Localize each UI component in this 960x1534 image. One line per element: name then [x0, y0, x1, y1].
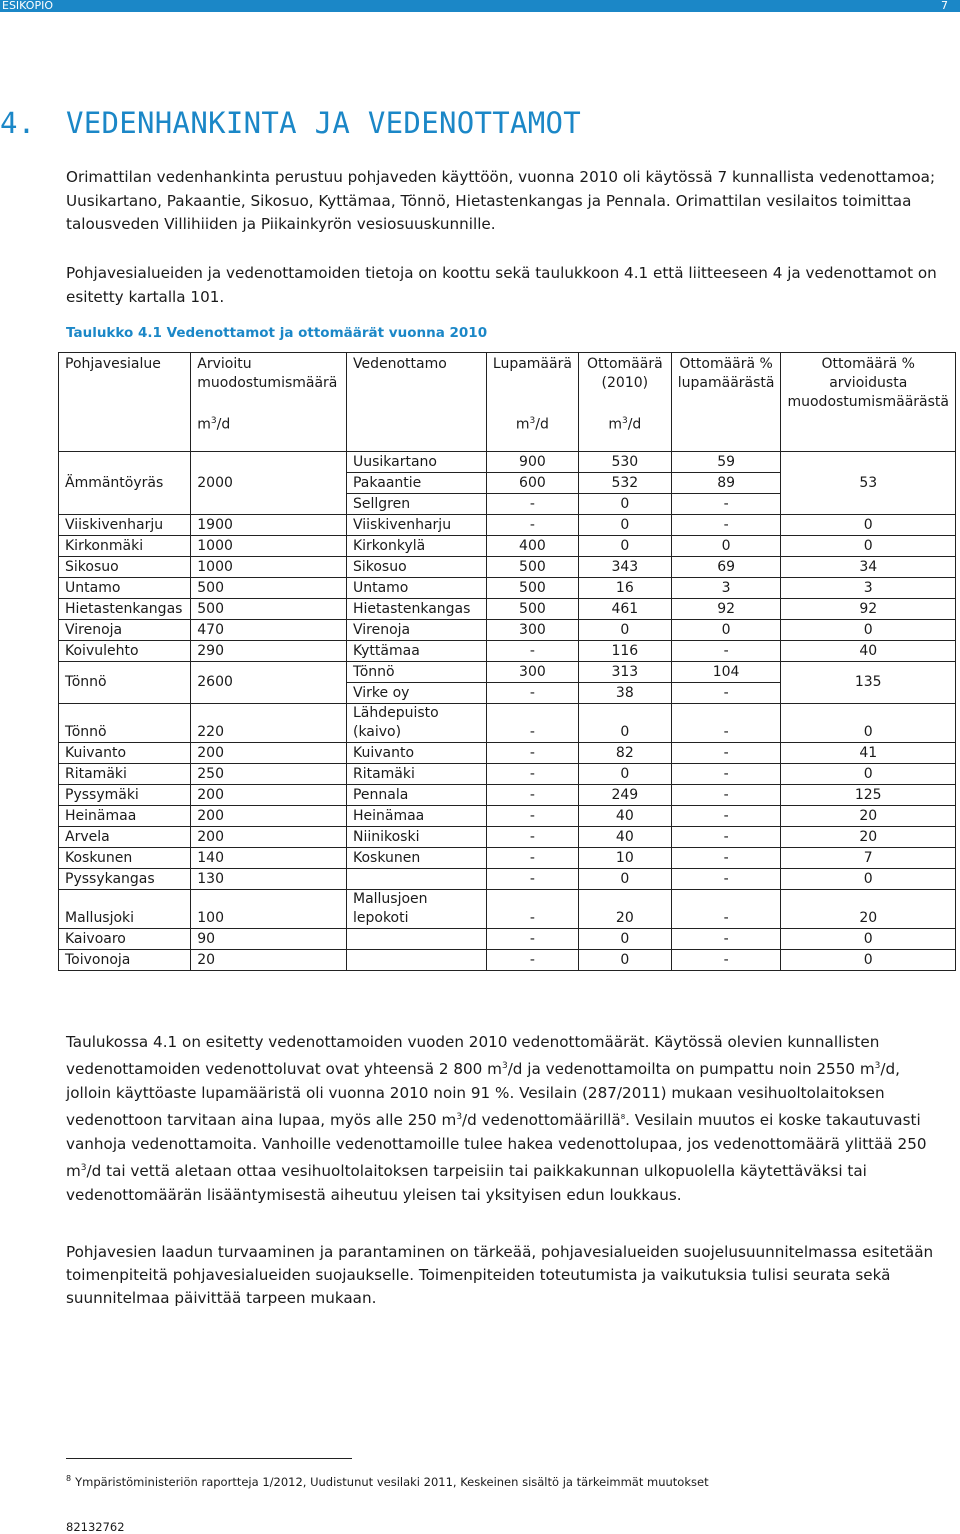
- cell-withdrawal: 40: [578, 806, 671, 827]
- table-header-row: [59, 353, 956, 452]
- cell-withdrawal: 20: [578, 890, 671, 929]
- cell-pct-permit: -: [671, 704, 781, 743]
- cell-pct-permit: -: [671, 641, 781, 662]
- table-rows-b: [59, 704, 956, 971]
- cell-intake: Kuivanto: [346, 743, 486, 764]
- footnote-ref: 8: [620, 1113, 626, 1122]
- cell-pct-permit: -: [671, 683, 781, 704]
- cell-intake: [346, 869, 486, 890]
- cell-withdrawal: 313: [578, 662, 671, 683]
- cell-pct-permit: -: [671, 950, 781, 971]
- cell-formation: 140: [191, 848, 347, 869]
- table-row: [59, 515, 956, 536]
- cell-permit: 500: [486, 557, 578, 578]
- cell-withdrawal: 532: [578, 473, 671, 494]
- cell-pct-formation: 34: [781, 557, 956, 578]
- cell-formation: 500: [191, 599, 347, 620]
- cell-area: Viiskivenharju: [59, 515, 191, 536]
- cell-intake: Sikosuo: [346, 557, 486, 578]
- cell-intake: Heinämaa: [346, 806, 486, 827]
- cell-pct-permit: 89: [671, 473, 781, 494]
- cell-permit: -: [486, 827, 578, 848]
- cell-formation: 250: [191, 764, 347, 785]
- cell-pct-permit: -: [671, 494, 781, 515]
- header-area: Pohjavesialue: [59, 353, 191, 452]
- cell-area: Koivulehto: [59, 641, 191, 662]
- footnote: $^8$ Ympäristöministeriön raportteja 1/2012, Uudistunut vesilaki 2011, Keskeinen sisältö ja tärkeimmät muutokset: [66, 1474, 709, 1489]
- cell-withdrawal: 0: [578, 494, 671, 515]
- table-row: [59, 827, 956, 848]
- table-row: [59, 599, 956, 620]
- cell-area: Mallusjoki: [59, 890, 191, 929]
- draft-label: ESIKOPIO: [2, 0, 53, 12]
- cell-pct-permit: -: [671, 869, 781, 890]
- header-withdrawal: Ottomäärä (2010) $m^3/d$: [578, 353, 671, 452]
- cell-area: Sikosuo: [59, 557, 191, 578]
- table-row: [59, 704, 956, 743]
- cell-formation: 200: [191, 785, 347, 806]
- cell-pct-permit: -: [671, 848, 781, 869]
- cell-area: Pyssymäki: [59, 785, 191, 806]
- cell-area: Ämmäntöyräs: [59, 452, 191, 515]
- cell-permit: 300: [486, 662, 578, 683]
- cell-formation: 500: [191, 578, 347, 599]
- cell-pct-permit: -: [671, 743, 781, 764]
- cell-permit: -: [486, 641, 578, 662]
- cell-formation: 200: [191, 743, 347, 764]
- header-bar: [0, 0, 960, 12]
- cell-pct-permit: 104: [671, 662, 781, 683]
- cell-pct-formation: 0: [781, 764, 956, 785]
- cell-area: Kirkonmäki: [59, 536, 191, 557]
- section-number: 4.: [0, 106, 36, 140]
- cell-pct-permit: -: [671, 890, 781, 929]
- cell-pct-formation: 125: [781, 785, 956, 806]
- cell-formation: 2000: [191, 452, 347, 515]
- header-formation: Arvioitu muodostumismäärä $m^3/d$: [191, 353, 347, 452]
- cell-intake: Viiskivenharju: [346, 515, 486, 536]
- cell-permit: -: [486, 890, 578, 929]
- cell-withdrawal: 0: [578, 704, 671, 743]
- table-row: [59, 869, 956, 890]
- cell-pct-formation: 0: [781, 869, 956, 890]
- cell-area: Arvela: [59, 827, 191, 848]
- table-row: [59, 764, 956, 785]
- header-permit: Lupamäärä $m^3/d$: [486, 353, 578, 452]
- document-code: 82132762: [66, 1520, 125, 1534]
- cell-intake: Pennala: [346, 785, 486, 806]
- cell-formation: 220: [191, 704, 347, 743]
- cell-pct-formation: 0: [781, 704, 956, 743]
- cell-permit: 900: [486, 452, 578, 473]
- cell-intake: Pakaantie: [346, 473, 486, 494]
- cell-pct-permit: -: [671, 929, 781, 950]
- table-row: [59, 806, 956, 827]
- cell-pct-formation: 20: [781, 827, 956, 848]
- cell-intake: Kirkonkylä: [346, 536, 486, 557]
- cell-formation: 1000: [191, 536, 347, 557]
- cell-withdrawal: 16: [578, 578, 671, 599]
- table-row: [59, 950, 956, 971]
- cell-permit: -: [486, 494, 578, 515]
- cell-area: Pyssykangas: [59, 869, 191, 890]
- paragraph-sources: Pohjavesialueiden ja vedenottamoiden tietoja on koottu sekä taulukkoon 4.1 että liitteeseen 4 ja vedenottamot on esitetty kartalla 101.: [66, 264, 937, 306]
- cell-pct-formation: 7: [781, 848, 956, 869]
- table-rows-a: [59, 515, 956, 662]
- cell-permit: -: [486, 743, 578, 764]
- cell-pct-permit: -: [671, 764, 781, 785]
- cell-intake: Uusikartano: [346, 452, 486, 473]
- footnote-divider: [66, 1458, 352, 1459]
- cell-intake: Niinikoski: [346, 827, 486, 848]
- cell-pct-permit: 92: [671, 599, 781, 620]
- table-row: [59, 662, 956, 683]
- cell-pct-formation: 40: [781, 641, 956, 662]
- table-row: [59, 620, 956, 641]
- cell-pct-formation: 20: [781, 890, 956, 929]
- cell-pct-permit: 0: [671, 536, 781, 557]
- cell-intake: Lähdepuisto (kaivo): [346, 704, 486, 743]
- cell-formation: 2600: [191, 662, 347, 704]
- cell-withdrawal: 0: [578, 869, 671, 890]
- cell-pct-formation: 3: [781, 578, 956, 599]
- cell-area: Toivonoja: [59, 950, 191, 971]
- cell-area: Ritamäki: [59, 764, 191, 785]
- cell-area: Kaivoaro: [59, 929, 191, 950]
- cell-withdrawal: 530: [578, 452, 671, 473]
- cell-permit: -: [486, 848, 578, 869]
- table-rows-tonno: [59, 662, 956, 704]
- section-title: VEDENHANKINTA JA VEDENOTTAMOT: [66, 106, 582, 140]
- cell-intake: Ritamäki: [346, 764, 486, 785]
- table-caption: Taulukko 4.1 Vedenottamot ja ottomäärät vuonna 2010: [66, 325, 488, 341]
- cell-pct-formation: 41: [781, 743, 956, 764]
- cell-permit: -: [486, 950, 578, 971]
- cell-area: Untamo: [59, 578, 191, 599]
- cell-intake: Hietastenkangas: [346, 599, 486, 620]
- cell-formation: 1000: [191, 557, 347, 578]
- paragraph-protection: Pohjavesien laadun turvaaminen ja parantaminen on tärkeää, pohjavesialueiden suojelusuunnitelmassa esitetään toimenpiteitä pohjavesialueiden suojaukselle. Toimenpiteiden toteutumista ja vaikutuksia tulisi seurata sekä suunnitelmaa päivittää tarpeen mukaan.: [66, 1243, 934, 1307]
- cell-area: Tönnö: [59, 704, 191, 743]
- cell-formation: 100: [191, 890, 347, 929]
- cell-withdrawal: 249: [578, 785, 671, 806]
- cell-formation: 470: [191, 620, 347, 641]
- cell-withdrawal: 0: [578, 950, 671, 971]
- cell-permit: 500: [486, 578, 578, 599]
- cell-permit: -: [486, 515, 578, 536]
- cell-pct-formation: 20: [781, 806, 956, 827]
- cell-pct-formation: 53: [781, 452, 956, 515]
- cell-pct-formation: 0: [781, 620, 956, 641]
- cell-pct-formation: 0: [781, 536, 956, 557]
- cell-withdrawal: 0: [578, 620, 671, 641]
- cell-withdrawal: 0: [578, 536, 671, 557]
- table-row: [59, 452, 956, 473]
- cell-withdrawal: 38: [578, 683, 671, 704]
- cell-formation: 200: [191, 827, 347, 848]
- cell-withdrawal: 116: [578, 641, 671, 662]
- cell-pct-permit: 69: [671, 557, 781, 578]
- table-row: [59, 848, 956, 869]
- header-intake: Vedenottamo: [346, 353, 486, 452]
- cell-formation: 20: [191, 950, 347, 971]
- table-row: [59, 785, 956, 806]
- cell-pct-permit: -: [671, 515, 781, 536]
- cell-pct-permit: -: [671, 806, 781, 827]
- cell-intake: Kyttämaa: [346, 641, 486, 662]
- cell-permit: -: [486, 806, 578, 827]
- cell-pct-permit: -: [671, 827, 781, 848]
- cell-intake: Untamo: [346, 578, 486, 599]
- intake-table: [58, 352, 956, 971]
- cell-withdrawal: 343: [578, 557, 671, 578]
- cell-area: Kuivanto: [59, 743, 191, 764]
- table-row: [59, 890, 956, 929]
- cell-pct-formation: 135: [781, 662, 956, 704]
- cell-area: Hietastenkangas: [59, 599, 191, 620]
- cell-area: Koskunen: [59, 848, 191, 869]
- cell-permit: -: [486, 929, 578, 950]
- cell-formation: 200: [191, 806, 347, 827]
- cell-permit: -: [486, 764, 578, 785]
- cell-pct-permit: -: [671, 785, 781, 806]
- table-row: [59, 557, 956, 578]
- cell-pct-permit: 59: [671, 452, 781, 473]
- table-row: [59, 578, 956, 599]
- table-row: [59, 536, 956, 557]
- cell-intake: Virke oy: [346, 683, 486, 704]
- cell-pct-permit: 0: [671, 620, 781, 641]
- header-pct-permit: Ottomäärä % lupamäärästä: [671, 353, 781, 452]
- cell-area: Heinämaa: [59, 806, 191, 827]
- page-number: 7: [941, 0, 948, 12]
- cell-pct-formation: 0: [781, 929, 956, 950]
- cell-intake: [346, 950, 486, 971]
- cell-permit: -: [486, 785, 578, 806]
- cell-withdrawal: 461: [578, 599, 671, 620]
- cell-area: Tönnö: [59, 662, 191, 704]
- cell-intake: Sellgren: [346, 494, 486, 515]
- cell-permit: 300: [486, 620, 578, 641]
- cell-withdrawal: 0: [578, 515, 671, 536]
- cell-permit: 500: [486, 599, 578, 620]
- cell-pct-formation: 92: [781, 599, 956, 620]
- cell-intake: Virenoja: [346, 620, 486, 641]
- cell-pct-formation: 0: [781, 950, 956, 971]
- header-pct-formation: Ottomäärä % arvioidusta muodostumismäärästä: [781, 353, 956, 452]
- cell-withdrawal: 0: [578, 764, 671, 785]
- cell-intake: [346, 929, 486, 950]
- table-row: [59, 641, 956, 662]
- cell-pct-permit: 3: [671, 578, 781, 599]
- cell-pct-formation: 0: [781, 515, 956, 536]
- cell-intake: Tönnö: [346, 662, 486, 683]
- cell-formation: 290: [191, 641, 347, 662]
- paragraph-withdrawals: Taulukossa 4.1 on esitetty vedenottamoiden vuoden 2010 vedenottomäärät. Käytössä olevien kunnallisten vedenottamoiden vedenottoluvat ovat yhteensä 2 800 $m^3/d$ ja vedenottamoilta on pumpattu noin 2550 $m^3/d$, jolloin käyttöaste lupamääristä oli vuonna 2010 noin 91 %. Vesilain (287/2011) mukaan vesihuoltolaitoksen vedenottoon tarvitaan aina lupaa, myös alle 250 $m^3/d$ vedenottomäärillä$^8$. Vesilain muutos ei koske takautuvasti vanhoja vedenottamoita. Vanhoille vedenottamoille tulee hakea vedenottolupaa, jos vedenottomäärä ylittää 250 $m^3/d$ tai vettä aletaan ottaa vesihuoltolaitoksen tarpeisiin tai paikkakunnan ulkopuolella käytettäväksi tai vedenottomäärän lisääntymisestä aiheutuu yleisen tai yksityisen edun loukkaus.: [66, 1033, 927, 1205]
- cell-formation: 90: [191, 929, 347, 950]
- cell-withdrawal: 0: [578, 929, 671, 950]
- table-row: [59, 929, 956, 950]
- paragraph-intro: Orimattilan vedenhankinta perustuu pohjaveden käyttöön, vuonna 2010 oli käytössä 7 kunnallista vedenottamoa; Uusikartano, Pakaantie, Sikosuo, Kyttämaa, Tönnö, Hietastenkangas ja Pennala. Orimattilan vesilaitos toimittaa talousveden Villihiiden ja Piikainkyrön vesiosuuskunnille.: [66, 168, 936, 233]
- cell-formation: 1900: [191, 515, 347, 536]
- cell-withdrawal: 10: [578, 848, 671, 869]
- cell-intake: Mallusjoen lepokoti: [346, 890, 486, 929]
- cell-formation: 130: [191, 869, 347, 890]
- cell-area: Virenoja: [59, 620, 191, 641]
- cell-permit: 400: [486, 536, 578, 557]
- cell-intake: Koskunen: [346, 848, 486, 869]
- cell-permit: -: [486, 704, 578, 743]
- cell-permit: -: [486, 683, 578, 704]
- cell-permit: -: [486, 869, 578, 890]
- cell-withdrawal: 40: [578, 827, 671, 848]
- cell-withdrawal: 82: [578, 743, 671, 764]
- cell-permit: 600: [486, 473, 578, 494]
- table-row: [59, 743, 956, 764]
